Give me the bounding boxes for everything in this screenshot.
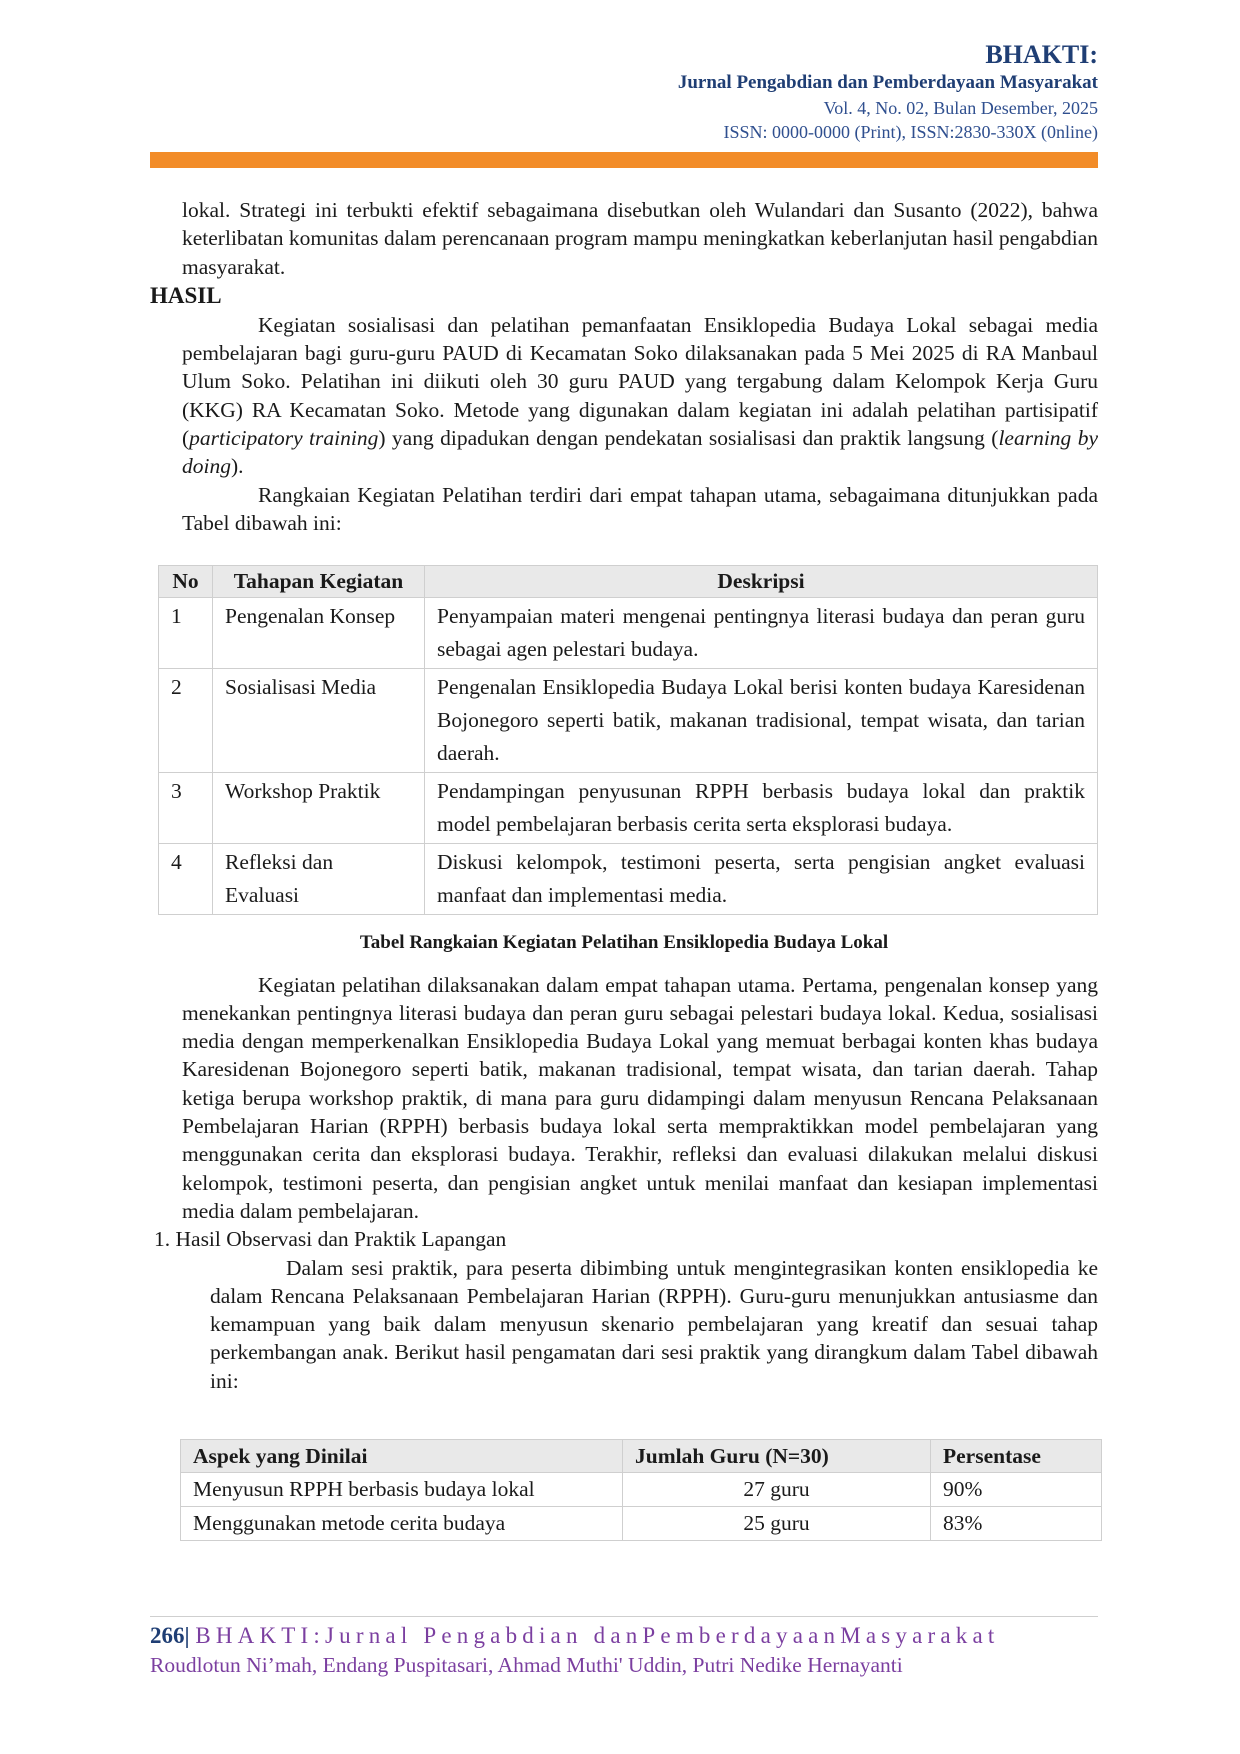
section-heading-hasil: HASIL: [150, 282, 222, 308]
table-header-row: [181, 1440, 1102, 1473]
table-header-row: [159, 566, 1098, 597]
cell-count: 27 guru: [623, 1473, 931, 1507]
page-number: 266|: [150, 1623, 190, 1648]
activity-stages-table: [158, 565, 1098, 914]
paragraph-activity-summary: [150, 311, 1098, 481]
journal-subtitle: Jurnal Pengabdian dan Pemberdayaan Masyarakat: [677, 72, 1098, 93]
journal-title: BHAKTI:: [985, 40, 1098, 69]
cell-percentage: 90%: [931, 1473, 1102, 1507]
cell-no: 4: [159, 843, 213, 914]
footer-authors: Roudlotun Ni’mah, Endang Puspitasari, Ahmad Muthi' Uddin, Putri Nedike Hernayanti: [150, 1653, 903, 1677]
page-footer: [150, 1620, 1098, 1652]
journal-volume: Vol. 4, No. 02, Bulan Desember, 2025: [823, 98, 1098, 118]
paragraph-text: ).: [230, 454, 244, 479]
cell-description: Pendampingan penyusunan RPPH berbasis budaya lokal dan praktik model pembelajaran berbasis cerita serta eksplorasi budaya.: [425, 772, 1098, 843]
table-row: [159, 772, 1098, 843]
header-divider-bar: [150, 152, 1098, 168]
table-row: [181, 1473, 1102, 1507]
article-content: [150, 196, 1098, 1541]
journal-issn: ISSN: 0000-0000 (Print), ISSN:2830-330X (0nline): [723, 122, 1098, 142]
table-row: [159, 597, 1098, 668]
cell-stage: Workshop Praktik: [213, 772, 425, 843]
cell-no: 2: [159, 668, 213, 772]
header-percentage: Persentase: [931, 1440, 1102, 1473]
table-row: [159, 668, 1098, 772]
table-caption: Tabel Rangkaian Kegiatan Pelatihan Ensiklopedia Budaya Lokal: [359, 931, 889, 953]
paragraph-stages-explained: Kegiatan pelatihan dilaksanakan dalam empat tahapan utama. Pertama, pengenalan konsep yang menekankan pentingnya literasi budaya dan peran guru sebagai pelestari budaya lokal. Kedua, sosialisasi media dengan memperkenalkan Ensiklopedia Budaya Lokal yang memuat berbagai konten khas budaya Karesidenan Bojonegoro seperti batik, makanan tradisional, tempat wisata, dan tarian daerah. Tahap ketiga berupa workshop praktik, di mana para guru didampingi dalam menyusun Rencana Pelaksanaan Pembelajaran Harian (RPPH) berbasis budaya lokal serta mempraktikkan model pembelajaran yang menggunakan cerita dan eksplorasi budaya. Terakhir, refleksi dan evaluasi dilakukan melalui diskusi kelompok, testimoni peserta, dan pengisian angket untuk menilai manfaat dan kesiapan implementasi media dalam pembelajaran.: [182, 972, 1098, 1223]
footer-journal-name: BHAKTI:Jurnal Pengabdian danPemberdayaanMasyarakat: [195, 1623, 1000, 1648]
cell-percentage: 83%: [931, 1507, 1102, 1541]
cell-description: Penyampaian materi mengenai pentingnya literasi budaya dan peran guru sebagai agen pelestari budaya.: [425, 597, 1098, 668]
table-row: [159, 843, 1098, 914]
footer-divider: [150, 1616, 1098, 1617]
header-no: No: [159, 566, 213, 597]
intro-paragraph: lokal. Strategi ini terbukti efektif sebagaimana disebutkan oleh Wulandari dan Susanto (2022), bahwa keterlibatan komunitas dalam perencanaan program mampu meningkatkan keberlanjutan hasil pengabdian masyarakat.: [182, 198, 1098, 279]
observation-results-table: [180, 1439, 1102, 1541]
cell-aspect: Menyusun RPPH berbasis budaya lokal: [181, 1473, 623, 1507]
cell-description: Pengenalan Ensiklopedia Budaya Lokal berisi konten budaya Karesidenan Bojonegoro seperti batik, makanan tradisional, tempat wisata, dan tarian daerah.: [425, 668, 1098, 772]
paragraph-table-intro: Rangkaian Kegiatan Pelatihan terdiri dari empat tahapan utama, sebagaimana ditunjukkan pada Tabel dibawah ini:: [182, 482, 1098, 535]
cell-no: 1: [159, 597, 213, 668]
table-row: [181, 1507, 1102, 1541]
cell-stage: Pengenalan Konsep: [213, 597, 425, 668]
italic-term-participatory: participatory training: [189, 426, 379, 451]
cell-aspect: Menggunakan metode cerita budaya: [181, 1507, 623, 1541]
cell-stage: Sosialisasi Media: [213, 668, 425, 772]
cell-count: 25 guru: [623, 1507, 931, 1541]
cell-no: 3: [159, 772, 213, 843]
paragraph-observation: Dalam sesi praktik, para peserta dibimbing untuk mengintegrasikan konten ensiklopedia ke dalam Rencana Pelaksanaan Pembelajaran Harian (RPPH). Guru-guru menunjukkan antusiasme dan kemampuan yang baik dalam menyusun skenario pembelajaran yang kreatif dan sesuai tahap perkembangan anak. Berikut hasil pengamatan dari sesi praktik yang dirangkum dalam Tabel dibawah ini:: [210, 1255, 1098, 1393]
header-aspect: Aspek yang Dinilai: [181, 1440, 623, 1473]
italic-term-learning-by-doing: learning by doing: [182, 426, 1098, 479]
header-description: Deskripsi: [425, 566, 1098, 597]
cell-description: Diskusi kelompok, testimoni peserta, serta pengisian angket evaluasi manfaat dan implementasi media.: [425, 843, 1098, 914]
header-stage: Tahapan Kegiatan: [213, 566, 425, 597]
paragraph-text: Kegiatan sosialisasi dan pelatihan pemanfaatan Ensiklopedia Budaya Lokal sebagai media pembelajaran bagi guru-guru PAUD di Kecamatan Soko dilaksanakan pada 5 Mei 2025 di RA Manbaul Ulum Soko. Pelatihan ini diikuti oleh 30 guru PAUD yang tergabung dalam Kelompok Kerja Guru (KKG) RA Kecamatan Soko. Metode yang digunakan dalam kegiatan ini adalah pelatihan partisipatif (: [182, 312, 1098, 451]
paragraph-text: ) yang dipadukan dengan pendekatan sosialisasi dan praktik langsung (: [378, 426, 999, 451]
list-item-observation: 1. Hasil Observasi dan Praktik Lapangan: [154, 1227, 507, 1252]
header-count: Jumlah Guru (N=30): [623, 1440, 931, 1473]
cell-stage: Refleksi dan Evaluasi: [213, 843, 425, 914]
journal-header: [298, 40, 1098, 144]
